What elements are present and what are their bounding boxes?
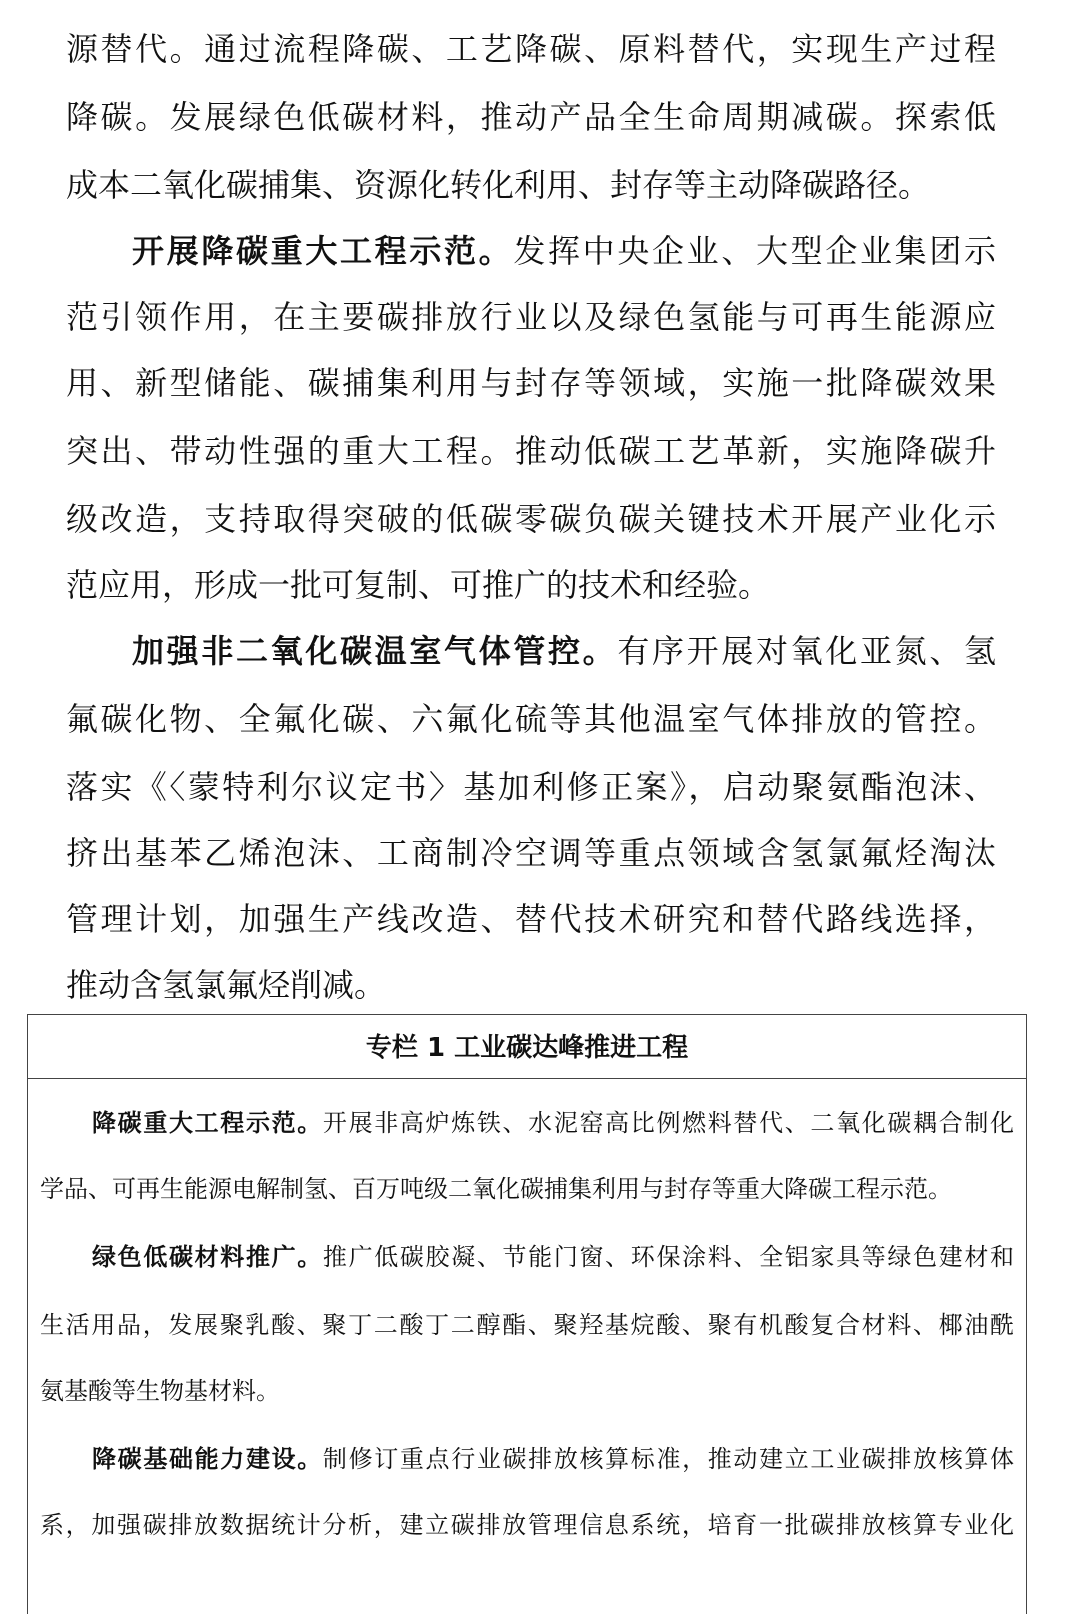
box-item-heading: 降碳重大工程示范。 xyxy=(92,1109,323,1137)
box-line: 生活用品，发展聚乳酸、聚丁二酸丁二醇酯、聚羟基烷酸、聚有机酸复合材料、椰油酰 xyxy=(40,1311,1014,1339)
box-item-text: 推广低碳胶凝、节能门窗、环保涂料、全铝家具等绿色建材和 xyxy=(322,1243,1015,1271)
box-line: 学品、可再生能源电解制氢、百万吨级二氧化碳捕集利用与封存等重大降碳工程示范。 xyxy=(40,1175,952,1203)
paragraph-line: 成本二氧化碳捕集、资源化转化利用、封存等主动降碳路径。 xyxy=(66,166,931,204)
paragraph-line: 氟碳化物、全氟化碳、六氟化硫等其他温室气体排放的管控。 xyxy=(66,700,996,738)
paragraph-line: 范引领作用，在主要碳排放行业以及绿色氢能与可再生能源应 xyxy=(66,298,996,336)
paragraph-line: 挤出基苯乙烯泡沫、工商制冷空调等重点领域含氢氯氟烃淘汰 xyxy=(66,834,996,872)
box-item-heading: 降碳基础能力建设。 xyxy=(92,1445,323,1473)
box-line xyxy=(92,1237,1014,1277)
paragraph-heading: 开展降碳重大工程示范。 xyxy=(132,232,514,270)
paragraph-line: 源替代。通过流程降碳、工艺降碳、原料替代，实现生产过程 xyxy=(66,30,996,68)
paragraph-text: 有序开展对氧化亚氮、氢 xyxy=(617,632,996,670)
paragraph-line: 级改造，支持取得突破的低碳零碳负碳关键技术开展产业化示 xyxy=(66,500,996,538)
paragraph-text: 发挥中央企业、大型企业集团示 xyxy=(513,232,996,270)
box-line: 系，加强碳排放数据统计分析，建立碳排放管理信息系统，培育一批碳排放核算专业化 xyxy=(40,1511,1014,1539)
paragraph-line: 突出、带动性强的重大工程。推动低碳工艺革新，实施降碳升 xyxy=(66,432,996,470)
paragraph-line: 降碳。发展绿色低碳材料，推动产品全生命周期减碳。探索低 xyxy=(66,98,996,136)
box-line xyxy=(92,1439,1014,1479)
paragraph-line: 管理计划，加强生产线改造、替代技术研究和替代路线选择， xyxy=(66,900,996,938)
box-item-text: 开展非高炉炼铁、水泥窑高比例燃料替代、二氧化碳耦合制化 xyxy=(322,1109,1015,1137)
column-box xyxy=(27,1014,1027,1614)
column-box-title: 专栏 1 工业碳达峰推进工程 xyxy=(28,1015,1026,1079)
paragraph-line: 推动含氢氯氟烃削减。 xyxy=(66,966,387,1004)
box-item-text: 制修订重点行业碳排放核算标准，推动建立工业碳排放核算体 xyxy=(322,1445,1015,1473)
paragraph-heading: 加强非二氧化碳温室气体管控。 xyxy=(132,632,618,670)
paragraph-line xyxy=(132,228,996,274)
paragraph-line: 落实《〈蒙特利尔议定书〉基加利修正案》，启动聚氨酯泡沫、 xyxy=(66,768,996,806)
box-line: 氨基酸等生物基材料。 xyxy=(40,1377,280,1405)
paragraph-line: 范应用，形成一批可复制、可推广的技术和经验。 xyxy=(66,566,771,604)
paragraph-line: 用、新型储能、碳捕集利用与封存等领域，实施一批降碳效果 xyxy=(66,364,996,402)
paragraph-line xyxy=(132,628,996,674)
box-line xyxy=(92,1103,1014,1143)
box-item-heading: 绿色低碳材料推广。 xyxy=(92,1243,323,1271)
